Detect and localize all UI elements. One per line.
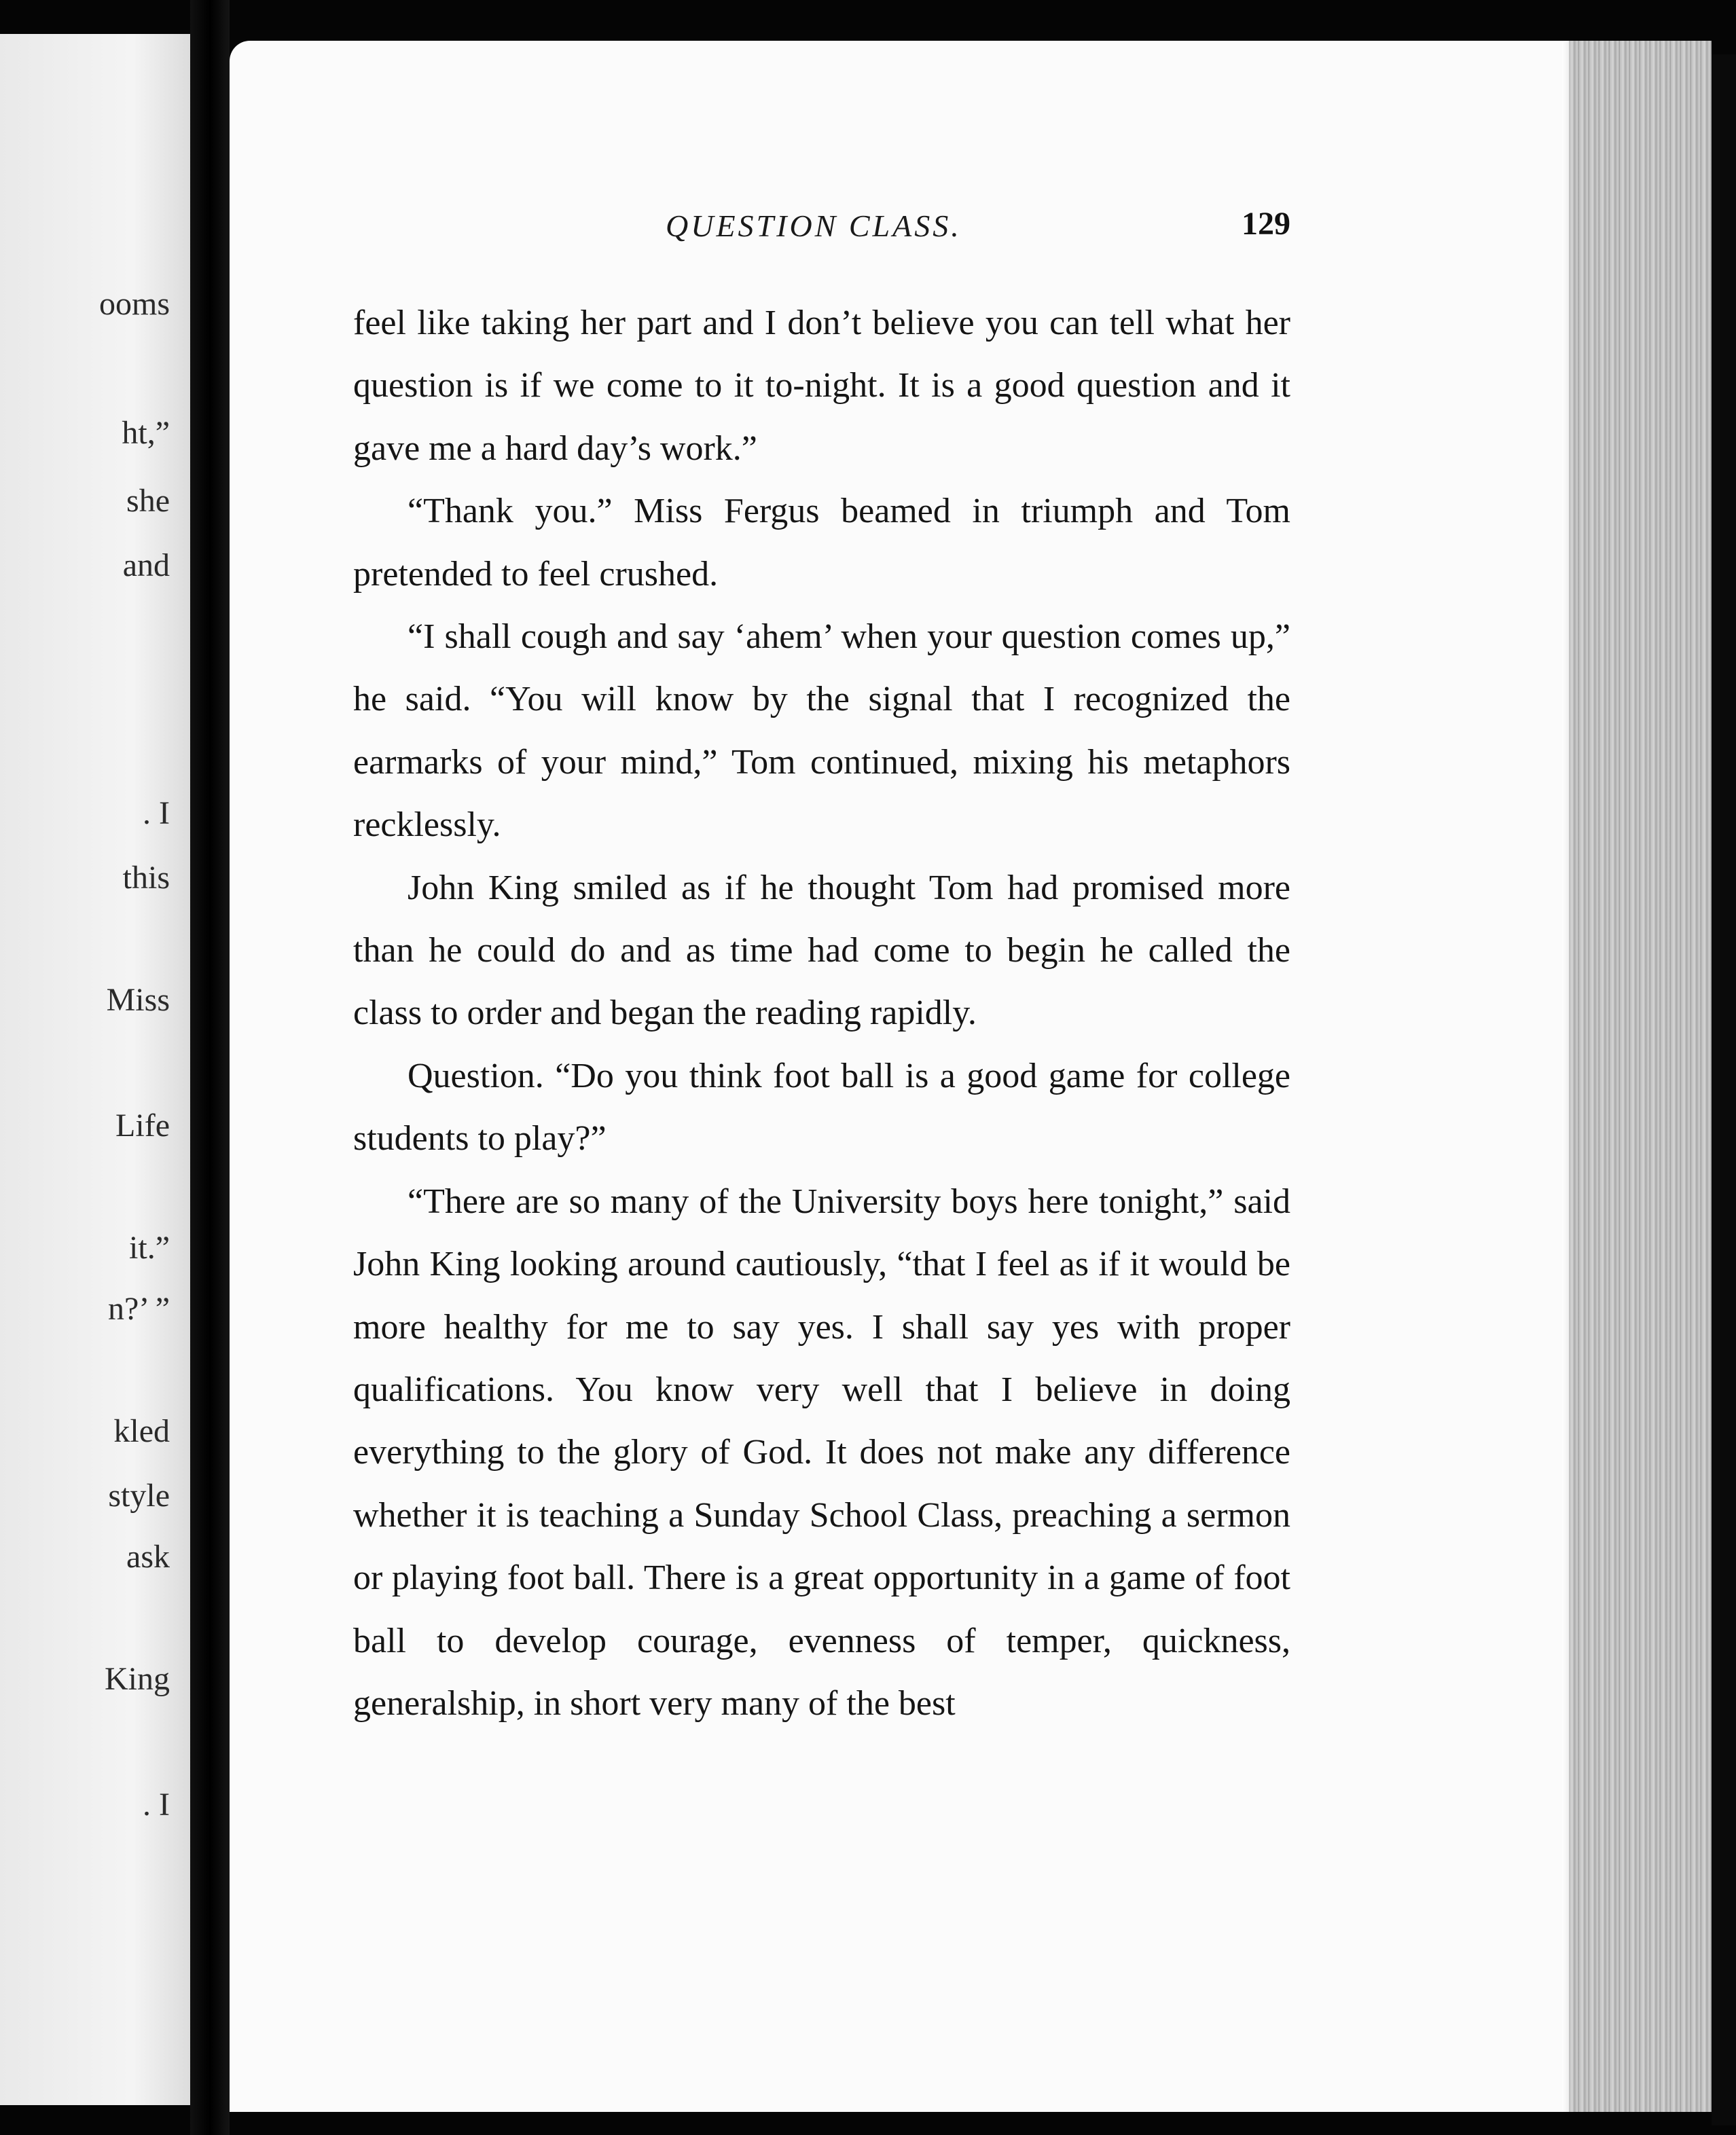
page-edges	[1569, 41, 1712, 2112]
left-page-line: King	[105, 1661, 170, 1697]
left-page-line: kled	[113, 1413, 170, 1449]
scan-border	[1712, 54, 1736, 2125]
left-page-line: style	[108, 1478, 170, 1514]
left-page-line: she	[126, 483, 170, 519]
left-page-line: ooms	[98, 286, 170, 322]
left-page-line: and	[122, 547, 170, 583]
paragraph: feel like taking her part and I don’t believe you can tell what her question is if we come to it to-night. It is a good question and it gave me a hard day’s work.”	[353, 304, 1290, 468]
left-page-line: Life	[115, 1108, 170, 1144]
paragraph: John King smiled as if he thought Tom had promised more than he could do and as time had come to begin he called the class to order and began the reading rapidly.	[353, 868, 1290, 1033]
page-number: 129	[1242, 206, 1290, 242]
left-page-line: Miss	[106, 982, 170, 1018]
left-page-line: . I	[143, 795, 170, 831]
body-text	[353, 292, 1290, 1735]
left-page-line: ht,”	[122, 415, 170, 451]
paragraph: “I shall cough and say ‘ahem’ when your question comes up,” he said. “You will know by the signal that I recognized the earmarks of your mind,” Tom continued, mixing his metaphors recklessly.	[353, 617, 1290, 845]
left-page-line: this	[122, 860, 170, 896]
left-page-line: it.”	[129, 1230, 170, 1266]
left-page-line: . I	[143, 1787, 170, 1823]
page-header	[353, 208, 1290, 262]
left-page-line: ask	[126, 1539, 170, 1575]
paragraph: “There are so many of the University boys here tonight,” said John King looking around cautiously, “that I feel as if it would be more healthy for me to say yes. I shall say yes with proper qualifications. You know very well that I believe in doing everything to the glory of God. It does not make any difference whether it is teaching a Sunday School Class, preaching a sermon or playing foot ball. There is a great opportunity in a game of foot ball to develop courage, evenness of temper, quickness, generalship, in short very many of the best	[353, 1182, 1290, 1723]
running-head: QUESTION CLASS.	[666, 208, 962, 243]
paragraph: Question. “Do you think foot ball is a good game for college students to play?”	[353, 1056, 1290, 1158]
left-page-line: n?’ ”	[107, 1291, 170, 1327]
left-page-fragment	[0, 34, 190, 2105]
paragraph: “Thank you.” Miss Fergus beamed in triumph and Tom pretended to feel crushed.	[353, 492, 1290, 594]
book-gutter	[190, 0, 230, 2135]
